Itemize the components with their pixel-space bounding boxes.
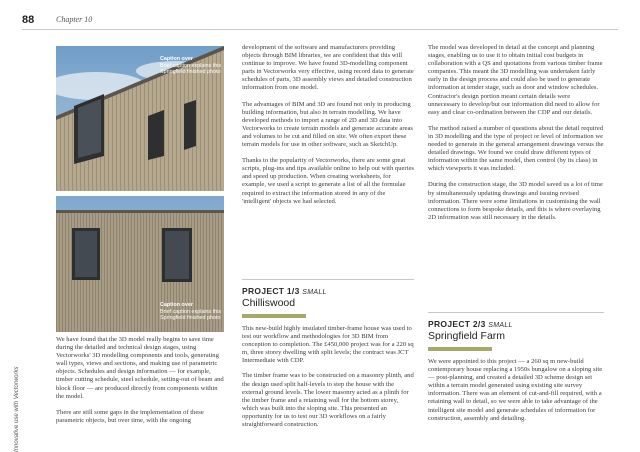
body-paragraph: The method raised a number of questions about the detail required in 3D modelling and the type of project or level of information we needed to generate in the general arrangement drawings versus the detailed drawings. We found we could draw different types of information within the same model, then control (by its class) in which viewports it was included.: [428, 124, 604, 173]
header-rule: [22, 29, 618, 30]
body-paragraph: We were appointed to this project — a 260 sq m new-build contemporary house replacing a 1950s bungalow on a sloping site — post-planning, and created a detailed 3D scheme design set within a terrain model generated using existing site survey information. There was an element of cut-and-fill required, with a retaining wall to detail, so we were able to take advantage of the intelligent site model and generate schedules of information for construction, assembly and detailing.: [428, 358, 603, 422]
body-paragraph: The model was developed in detail at the concept and planning stages, enabling us to use it to obtain initial cost budgets in collaboration with a QS and quotations from various timber frame companies. This meant the 3D modelling was undertaken fairly early in the design process and could also be used to generate information at tender stage, such as door and window schedules. Contractor's design portion meant certain details were unnecessary to develop/but our information did need to allow for easy and clear co-ordination between the CDP and our details.: [428, 44, 603, 116]
project-accent-bar: [428, 347, 492, 351]
caption-title: Caption over: [160, 302, 193, 308]
column-2: [242, 44, 414, 214]
project-label: PROJECT 2/3: [428, 319, 486, 329]
project-1-section: [242, 279, 414, 437]
project-label: PROJECT 1/3: [242, 286, 300, 296]
project-accent-bar: [242, 314, 306, 318]
project-size: SMALL: [302, 289, 327, 296]
page-number: 88: [22, 14, 35, 26]
project-rule: [242, 279, 414, 280]
body-paragraph: We have found that the 3D model really begins to save time during the detailed and technical design stages, using Vectorworks' 3D modelling components and tools, generating wall types, views and sections, and making use of parametric objects. Schedules and design information — for example, timber cutting schedule, steel schedule, setting-out of beam and block floor — are produced directly from components within the model.: [56, 336, 224, 400]
project-heading: [428, 319, 604, 329]
spine-text: Innovative use with Vectorworks: [14, 366, 20, 452]
caption-title: Caption over: [160, 56, 193, 62]
project-name: Springfield Farm: [428, 330, 506, 342]
body-paragraph: There are still some gaps in the implementation of these parametric objects, but over time, with the ongoing: [56, 408, 204, 424]
photo-caption-1: [160, 56, 228, 76]
project-heading: [242, 286, 414, 296]
chapter-label: Chapter 10: [56, 15, 93, 24]
body-paragraph: Thanks to the popularity of Vectorworks, there are some great scripts, plug-ins and tips available online to help out with queries and speed up production. When creating worksheets, for example, we used a script to generate a list of all the formulae required to extract the information stored in any of the 'intelligent' objects we had selected.: [242, 157, 414, 205]
column-1: [56, 336, 226, 433]
body-paragraph: development of the software and manufacturers providing objects through BIM libraries, we are confident that this will continue to improve. We have found 3D-modelling component parts in Vectorworks very effective, using record data to generate schedules of parts, 3D assembly views and detailed construction information from one model.: [242, 44, 414, 92]
column-3: [428, 44, 604, 230]
project-name: Chilliswood: [242, 297, 296, 309]
project-rule: [428, 312, 604, 313]
caption-body: Brief caption explains this Springfield finished photo: [160, 308, 222, 322]
caption-body: Brief caption explains this Springfield finished photo: [160, 62, 222, 76]
project-2-section: [428, 312, 604, 431]
body-paragraph: The timber frame was to be constructed on a masonry plinth, and the design used split half-levels to step the house with the external ground levels. The lower masonry acted as a plinth for the timber frame and a retaining wall for the bottom storey, which was built into the sloping site. This presented an opportunity for us to test our 3D workflows on a fairly straightforward construction.: [242, 372, 414, 429]
project-size: SMALL: [488, 322, 513, 329]
body-paragraph: This new-build highly insulated timber-frame house was used to test our workflow and methodologies for 3D BIM from conception to completion. The £450,000 project was for a 220 sq m, three storey dwelling with split levels; the contract was JCT Intermediate with CDP.: [242, 325, 414, 365]
body-paragraph: During the construction stage, the 3D model saved us a lot of time by simultaneously updating drawings and issuing revised information. There were some limitations in customising the wall connections to form bespoke details, and this is where overlaying 2D information was still necessary in the details.: [428, 181, 603, 221]
body-paragraph: The advantages of BIM and 3D are found not only in producing building information, but also in terrain modelling. We have developed methods to import a range of 2D and 3D data into Vectorworks to create terrain models and generate accurate areas and volumes to be cut and filled on site. We often export these terrain models for use in other software, such as SketchUp.: [242, 100, 413, 149]
photo-caption-2: [160, 302, 228, 322]
